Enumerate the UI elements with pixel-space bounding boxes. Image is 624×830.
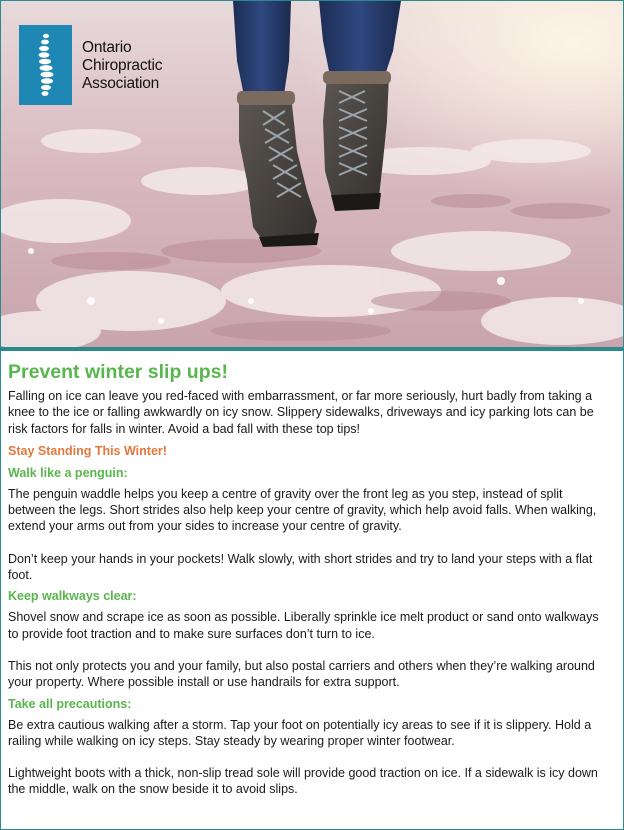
section-paragraph: Be extra cautious walking after a storm. Tap your foot on potentially icy areas to see if it is slippery. Hold a railing while walking on icy steps. Stay steady by wearing proper winter footwear. [8,717,592,748]
hero-photo [1,1,623,347]
section-paragraph: The penguin waddle helps you keep a centre of gravity over the front leg as you step, instead of split between the legs. Short strides also help keep your centre of gravity, which help avoid falls. When walking, extend your arms out from your sides to increase your centre of gravity. [8,486,597,534]
article-title: Prevent winter slip ups! [8,361,228,383]
logo-wordmark [82,39,162,93]
section-walk-like-a-penguin [8,465,612,583]
section-take-all-precautions [8,696,612,798]
oca-logo [19,25,162,105]
section-paragraph: This not only protects you and your family, but also postal carriers and others when they’re walking around your property. Where possible install or use handrails for extra support. [8,658,595,690]
article-intro: Falling on ice can leave you red-faced with embarrassment, or far more seriously, hurt badly from taking a knee to the ice or falling awkwardly on icy snow. Slippery sidewalks, driveways and icy parking lots can be risk factors for falls in winter. Avoid a bad fall with these top tips! [8,389,594,436]
logo-line-1: Ontario [82,39,132,56]
section-heading: Keep walkways clear: [8,589,137,604]
article-tagline: Stay Standing This Winter! [8,443,167,458]
logo-line-2: Chiropractic [82,57,163,74]
section-paragraph: Lightweight boots with a thick, non-slip tread sole will provide good traction on ice. If a sidewalk is icy down the middle, walk on the snow beside it to avoid slips. [8,766,598,797]
article [1,351,623,798]
section-paragraph: Shovel snow and scrape ice as soon as possible. Liberally sprinkle ice melt product or sand onto walkways to provide foot traction and to make sure surfaces don’t turn to ice. [8,610,599,641]
spine-icon [19,25,72,105]
section-heading: Take all precautions: [8,696,132,711]
logo-line-3: Association [82,75,160,92]
section-paragraph: Don’t keep your hands in your pockets! Walk slowly, with short strides and try to land your steps with a flat foot. [8,551,593,583]
section-heading: Walk like a penguin: [8,465,128,480]
section-keep-walkways-clear [8,588,612,690]
